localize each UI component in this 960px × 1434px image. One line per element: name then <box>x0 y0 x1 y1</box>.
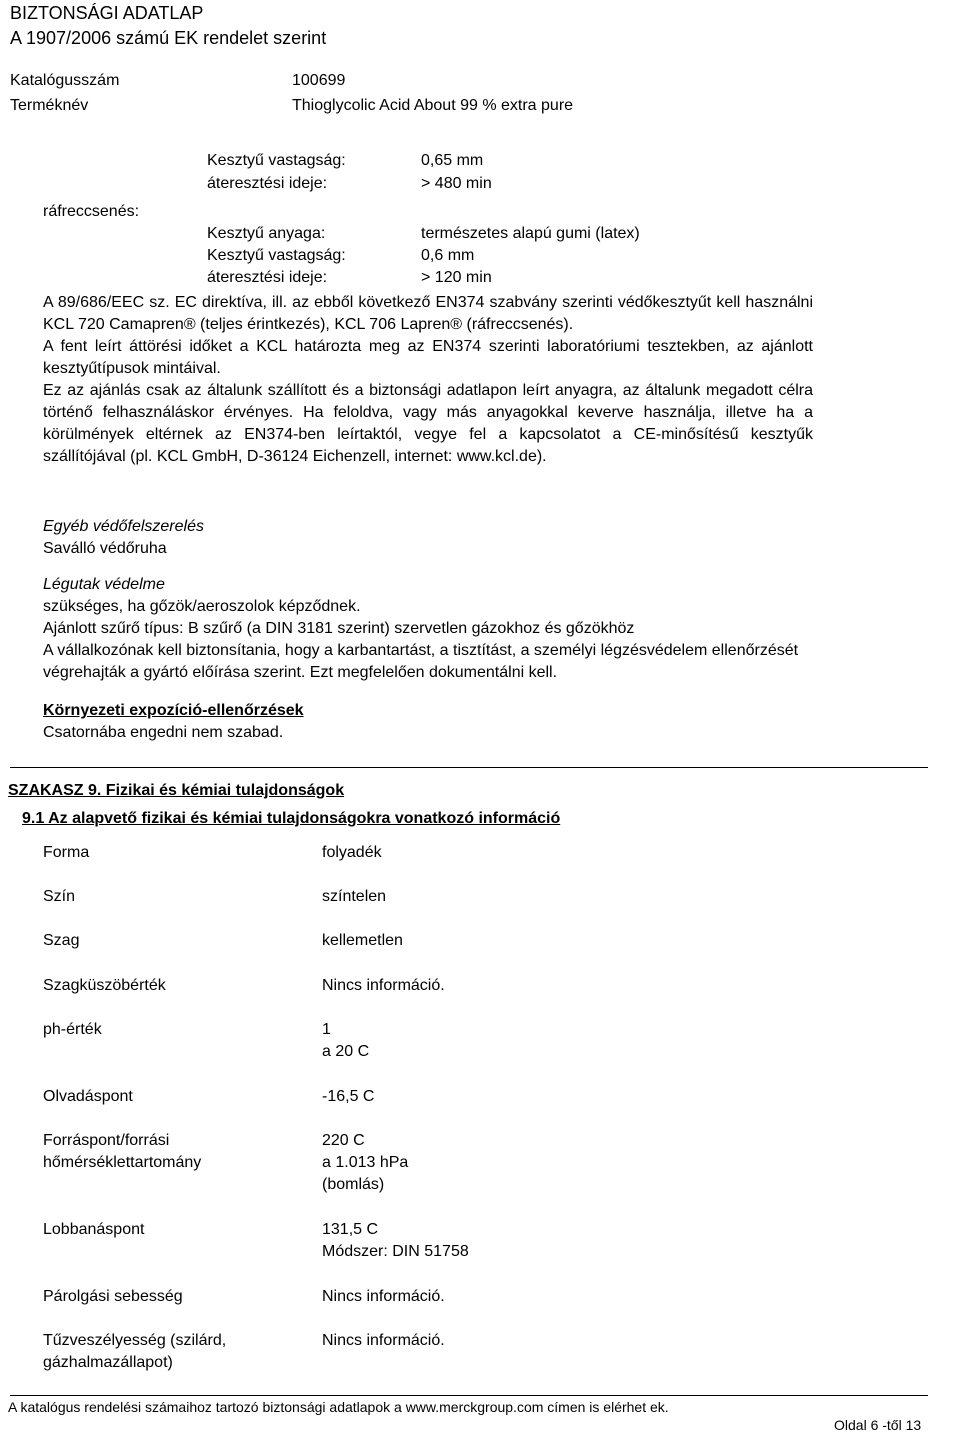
catalog-number-label: Katalógusszám <box>10 72 120 89</box>
footer-note: A katalógus rendelési számaihoz tartozó biztonsági adatlapok a www.merckgroup.com címen is elérhet ek. <box>8 1399 669 1415</box>
glove-thickness-value-2: 0,6 mm <box>421 247 475 264</box>
section-9-1-subtitle: 9.1 Az alapvető fizikai és kémiai tulajdonságokra vonatkozó információ <box>22 810 561 827</box>
other-protection-text: Saválló védőruha <box>43 540 167 557</box>
breakthrough-paragraph: A fent leírt áttörési időket a KCL határozta meg az EN374 szerinti laboratóriumi tesztekben, az ajánlott kesztyűtípusok mintáival. <box>43 338 813 377</box>
breakthrough-time-label: áteresztési ideje: <box>207 175 328 192</box>
prop-value-evaporation-rate: Nincs információ. <box>322 1288 445 1305</box>
footer-divider <box>10 1395 928 1396</box>
prop-label-evaporation-rate: Párolgási sebesség <box>43 1288 183 1305</box>
glove-thickness-label: Kesztyű vastagság: <box>207 152 346 169</box>
page-number: Oldal 6 -től 13 <box>834 1417 922 1433</box>
glove-material-value: természetes alapú gumi (latex) <box>421 225 640 242</box>
document-title: BIZTONSÁGI ADATLAP <box>10 3 204 23</box>
glove-thickness-label-2: Kesztyű vastagság: <box>207 247 346 264</box>
respiratory-employer-line: A vállalkozónak kell biztonsítania, hogy a karbantartást, a tisztítást, a személyi légzésvédelem ellenőrzését végrehajták a gyártó előírása szerint. Ezt megfelelően dokumentálni kell. <box>43 642 799 681</box>
respiratory-heading: Légutak védelme <box>43 576 165 593</box>
breakthrough-time-value-2: > 120 min <box>421 269 492 286</box>
prop-label-ph: ph-érték <box>43 1021 102 1038</box>
other-protection-heading: Egyéb védőfelszerelés <box>43 518 204 535</box>
breakthrough-time-label-2: áteresztési ideje: <box>207 269 328 286</box>
regulation-subtitle: A 1907/2006 számú EK rendelet szerint <box>10 28 327 48</box>
catalog-number-value: 100699 <box>292 72 346 89</box>
section-divider <box>10 767 928 768</box>
splash-label: ráfreccsenés: <box>43 203 140 220</box>
prop-label-boiling-point: Forráspont/forrási hőmérséklettartomány <box>43 1132 202 1171</box>
prop-label-form: Forma <box>43 844 90 861</box>
product-name-label: Terméknév <box>10 97 89 114</box>
prop-value-color: színtelen <box>322 888 387 905</box>
prop-value-boiling-point: 220 C a 1.013 hPa (bomlás) <box>322 1132 409 1193</box>
glove-thickness-value: 0,65 mm <box>421 152 484 169</box>
product-name-value: Thioglycolic Acid About 99 % extra pure <box>292 97 574 114</box>
recommendation-paragraph: Ez az ajánlás csak az általunk szállított és a biztonsági adatlapon leírt anyagra, az általunk megadott célra történő felhasználáskor érvényes. Ha feloldva, vagy más anyagokkal keverve használja, illetve ha a körülmények eltérnek az EN374-ben leírtaktól, vegye fel a kapcsolatot a CE-minősítésű kesztyűk szállítójával (pl. KCL GmbH, D-36124 Eichenzell, internet: www.kcl.de). <box>43 382 813 465</box>
prop-label-odor-threshold: Szagküszöbérték <box>43 977 166 994</box>
env-exposure-text: Csatornába engedni nem szabad. <box>43 724 284 741</box>
prop-label-odor: Szag <box>43 932 80 949</box>
respiratory-line: szükséges, ha gőzök/aeroszolok képződnek. <box>43 598 361 615</box>
prop-label-color: Szín <box>43 888 76 905</box>
respiratory-filter-line: Ajánlott szűrő típus: B szűrő (a DIN 3181 szerint) szervetlen gázokhoz és gőzökhöz <box>43 620 635 637</box>
prop-value-ph: 1 a 20 C <box>322 1021 370 1060</box>
prop-value-flash-point: 131,5 C Módszer: DIN 51758 <box>322 1221 469 1260</box>
prop-value-form: folyadék <box>322 844 382 861</box>
respiratory-block <box>43 596 813 684</box>
section-9-title: SZAKASZ 9. Fizikai és kémiai tulajdonságok <box>8 782 345 799</box>
prop-label-flash-point: Lobbanáspont <box>43 1221 145 1238</box>
prop-label-flammability: Tűzveszélyesség (szilárd, gázhalmazállapot) <box>43 1332 227 1371</box>
prop-value-melting-point: -16,5 C <box>322 1088 375 1105</box>
glove-material-label: Kesztyű anyaga: <box>207 225 326 242</box>
glove-directive-block <box>43 292 813 468</box>
env-exposure-heading: Környezeti expozíció-ellenőrzések <box>43 702 304 719</box>
prop-label-melting-point: Olvadáspont <box>43 1088 133 1105</box>
prop-value-odor-threshold: Nincs információ. <box>322 977 445 994</box>
prop-value-odor: kellemetlen <box>322 932 403 949</box>
prop-value-flammability: Nincs információ. <box>322 1332 445 1349</box>
directive-paragraph: A 89/686/EEC sz. EC direktíva, ill. az ebből következő EN374 szabvány szerinti védőkesztyűt kell használni KCL 720 Camapren® (teljes érintkezés), KCL 706 Lapren® (ráfreccsenés). <box>43 294 813 333</box>
breakthrough-time-value: > 480 min <box>421 175 492 192</box>
